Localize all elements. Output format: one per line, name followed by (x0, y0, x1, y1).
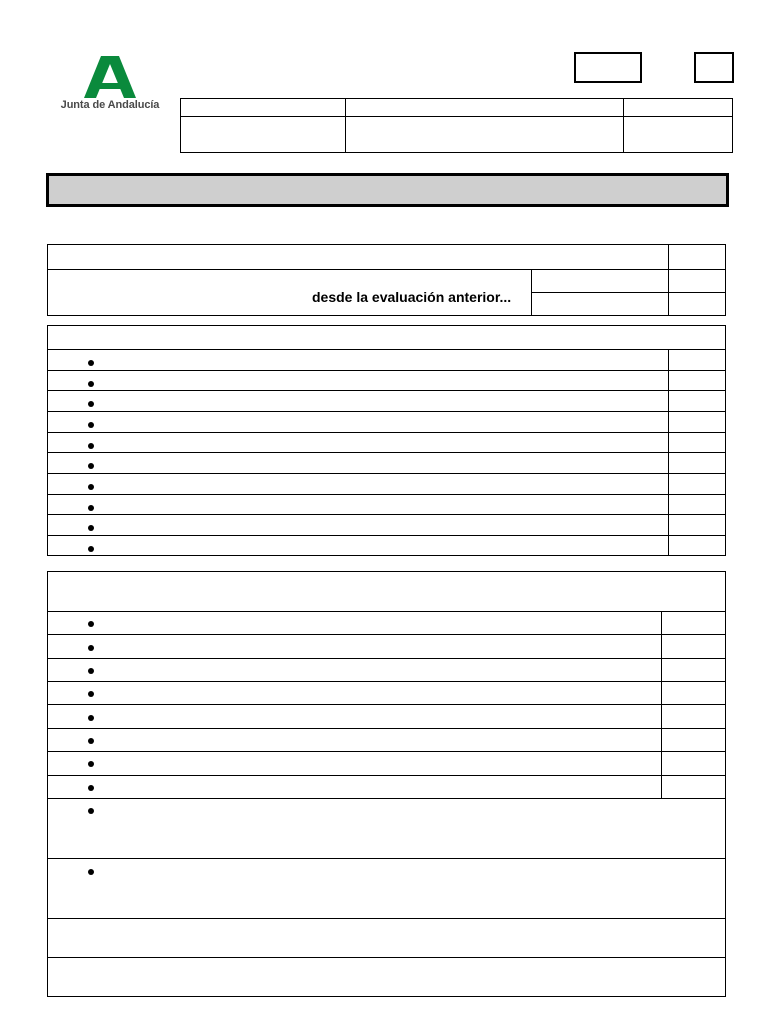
bullet-icon (88, 785, 94, 791)
bullet-icon (88, 808, 94, 814)
table-row (48, 370, 725, 371)
bullet-icon (88, 869, 94, 875)
table-row (48, 704, 725, 705)
table-row (48, 514, 725, 515)
code-box-1[interactable] (574, 52, 642, 83)
table-row (48, 658, 725, 659)
bullet-icon (88, 401, 94, 407)
bullet-icon (88, 422, 94, 428)
header-table-row-divider (181, 116, 732, 117)
since-previous-evaluation-label: desde la evaluación anterior... (312, 289, 512, 305)
bullet-icon (88, 381, 94, 387)
junta-andalucia-logo (58, 54, 162, 116)
row-divider (48, 349, 725, 350)
logo-brand-text: Junta de Andalucía (60, 99, 160, 111)
bullet-icon (88, 761, 94, 767)
bullet-icon (88, 738, 94, 744)
andalucia-a-icon (84, 54, 136, 98)
evaluation-table (47, 244, 726, 316)
table-row (48, 634, 725, 635)
bullet-icon (88, 443, 94, 449)
col-divider (668, 245, 669, 315)
table-row (48, 390, 725, 391)
table-row (48, 858, 725, 859)
bullet-icon (88, 360, 94, 366)
row-divider (48, 269, 725, 270)
table-row (48, 473, 725, 474)
table-row (48, 728, 725, 729)
table-row (48, 751, 725, 752)
bullet-icon (88, 691, 94, 697)
row-divider (531, 292, 725, 293)
bullet-icon (88, 645, 94, 651)
table-row (48, 494, 725, 495)
table-row (48, 432, 725, 433)
bullet-icon (88, 621, 94, 627)
code-box-2[interactable] (694, 52, 734, 83)
table-row (48, 411, 725, 412)
bullet-icon (88, 484, 94, 490)
table-row (48, 681, 725, 682)
bullet-icon (88, 546, 94, 552)
table-row (48, 918, 725, 919)
bullet-icon (88, 525, 94, 531)
section-title-bar (46, 173, 729, 207)
col-divider (531, 269, 532, 315)
header-table-col-divider (623, 99, 624, 152)
bullet-icon (88, 505, 94, 511)
table-row (48, 452, 725, 453)
table-row (48, 535, 725, 536)
checklist-table-2 (47, 571, 726, 997)
table-row (48, 775, 725, 776)
table-row (48, 798, 725, 799)
bullet-icon (88, 715, 94, 721)
row-divider (48, 611, 725, 612)
bullet-icon (88, 668, 94, 674)
header-table-col-divider (345, 99, 346, 152)
table-row (48, 957, 725, 958)
bullet-icon (88, 463, 94, 469)
checklist-table-1 (47, 325, 726, 556)
header-info-table (180, 98, 733, 153)
